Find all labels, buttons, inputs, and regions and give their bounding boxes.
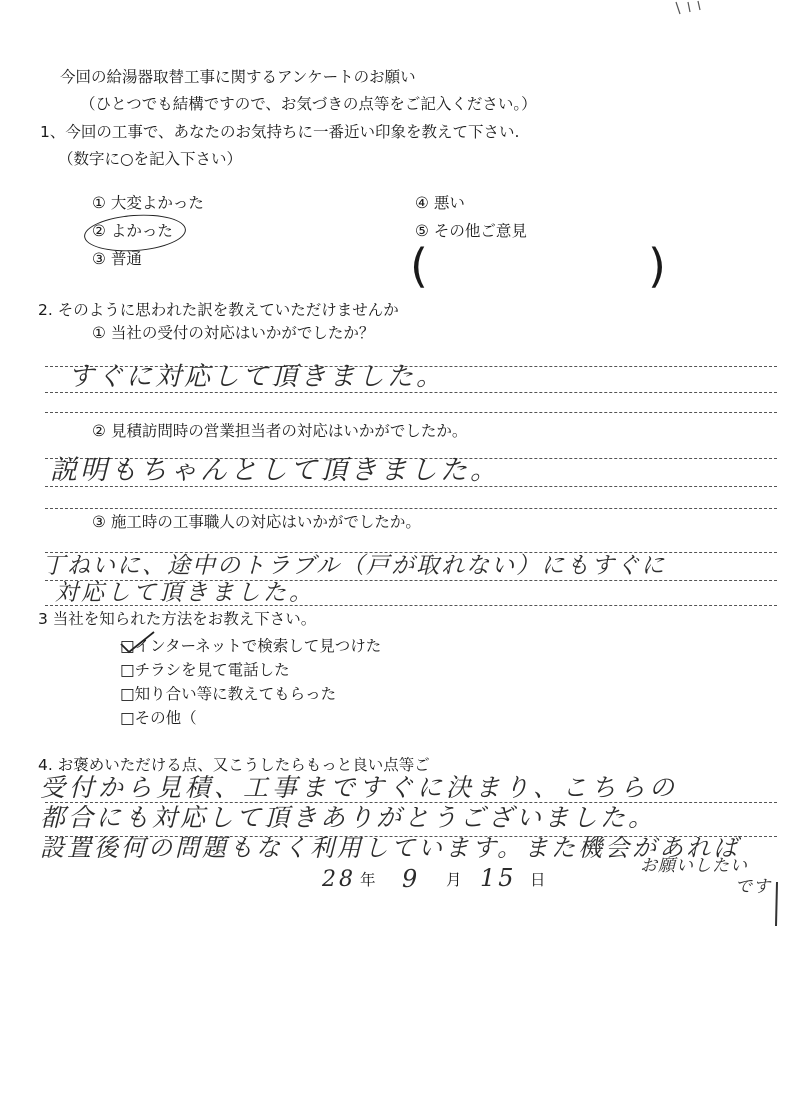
date-year-unit: 年: [360, 871, 376, 889]
q1-instruction: （数字に○を記入下さい）: [58, 150, 243, 168]
q1-option-2[interactable]: ② よかった: [92, 222, 173, 240]
q2-sub3: ③ 施工時の工事職人の対応はいかがでしたか。: [92, 513, 421, 531]
q3-option-internet[interactable]: □インターネットで検索して見つけた: [120, 637, 382, 655]
q2-answer2: 説明もちゃんとして頂きました。: [50, 455, 500, 486]
q4-answer-line1: 受付から見積、工事まですぐに決まり、こちらの: [40, 773, 679, 802]
date-month-unit: 月: [446, 871, 462, 889]
date-day: 15: [480, 864, 517, 892]
q3-option-other[interactable]: □その他（: [120, 709, 197, 727]
survey-subtitle: （ひとつでも結構ですので、お気づきの点等をご記入ください。）: [80, 95, 537, 113]
answer-line: [45, 508, 777, 509]
q2-sub1: ① 当社の受付の対応はいかがでしたか？: [92, 324, 375, 342]
q1-option-3[interactable]: ③ 普通: [92, 250, 142, 268]
survey-title: 今回の給湯器取替工事に関するアンケートのお願い: [60, 68, 416, 86]
q1-option-4[interactable]: ④ 悪い: [415, 194, 465, 212]
answer-line: [45, 605, 777, 606]
selection-circle: [83, 211, 187, 254]
q1-option-1[interactable]: ① 大変よかった: [92, 194, 204, 212]
q2-sub2: ② 見積訪問時の営業担当者の対応はいかがでしたか。: [92, 422, 468, 440]
q1-option-5[interactable]: ⑤ その他ご意見: [415, 222, 527, 240]
date-month: 9: [402, 865, 421, 893]
q4-answer-line4: お願いしたい: [640, 856, 748, 876]
open-paren: (: [410, 239, 428, 293]
close-paren: ): [648, 239, 666, 293]
q1-question: 1、今回の工事で、あなたのお気持ちに一番近い印象を教えて下さい.: [40, 123, 520, 141]
checkmark-icon: [118, 630, 158, 656]
answer-line: [45, 412, 777, 413]
q4-answer-line2: 都合にも対応して頂きありがとうございました。: [40, 803, 657, 832]
q3-option-acquaintance[interactable]: □知り合い等に教えてもらった: [120, 685, 337, 703]
q2-answer3-line2: 対応して頂きました。: [55, 580, 315, 606]
date-day-unit: 日: [530, 871, 546, 889]
q2-answer3-line1: 丁ねいに、途中のトラブル（戸が取れない）にもすぐに: [42, 553, 667, 579]
corner-mark: [672, 0, 712, 18]
q4-question: 4. お褒めいただける点、又こうしたらもっと良い点等ご: [38, 756, 430, 774]
q2-answer1: すぐに対応して頂きました。: [68, 362, 446, 392]
q4-answer-line5: です: [735, 877, 771, 897]
pen-stroke: [770, 880, 784, 930]
q3-question: 3 当社を知られた方法をお教え下さい。: [38, 610, 317, 628]
q4-answer-line3: 設置後何の問題もなく利用しています。また機会があれば: [40, 834, 741, 862]
q3-option-flyer[interactable]: □チラシを見て電話した: [120, 661, 290, 679]
answer-line: [45, 392, 777, 393]
answer-line: [45, 486, 777, 487]
q2-question: 2. そのように思われた訳を教えていただけませんか: [38, 301, 399, 319]
date-year: 28: [322, 867, 356, 892]
